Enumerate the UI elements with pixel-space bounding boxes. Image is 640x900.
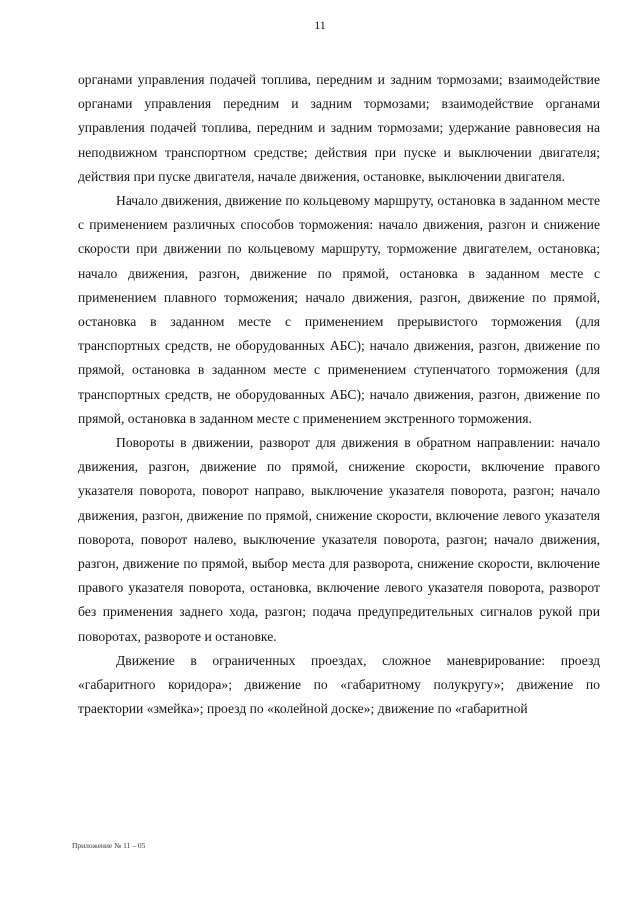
paragraph-controls-interaction: органами управления подачей топлива, передним и задним тормозами; взаимодействие органами управления передним и задним тормозами; взаимодействие органами управления подачей топлива, передним и задним тормозами; удержание равновесия на неподвижном транспортном средстве; действия при пуске и выключении двигателя; действия при пуске двигателя, начале движения, остановке, выключении двигателя. — [78, 72, 600, 184]
paragraph-start-and-braking: Начало движения, движение по кольцевому маршруту, остановка в заданном месте с применением различных способов торможения: начало движения, разгон и снижение скорости при движении по кольцевому маршруту, торможение двигателем, остановка; начало движения, разгон, движение по прямой, остановка в заданном месте с применением плавного торможения; начало движения, разгон, движение по прямой, остановка в заданном месте с применением прерывистого торможения (для транспортных средств, не оборудованных АБС); начало движения, разгон, движение по прямой, остановка в заданном месте с применением ступенчатого торможения (для транспортных средств, не оборудованных АБС); начало движения, разгон, движение по прямой, остановка в заданном месте с применением экстренного торможения. — [78, 193, 600, 426]
page-number: 11 — [314, 18, 326, 32]
paragraph-turns-and-u-turn: Повороты в движении, разворот для движения в обратном направлении: начало движения, разгон, движение по прямой, снижение скорости, включение правого указателя поворота, поворот направо, выключение указателя поворота, разгон; начало движения, разгон, движение по прямой, снижение скорости, включение левого указателя поворота, поворот налево, выключение указателя поворота, разгон; начало движения, разгон, движение по прямой, выбор места для разворота, снижение скорости, включение правого указателя поворота, остановка, включение левого указателя поворота, разворот без применения заднего хода, разгон; подача предупредительных сигналов рукой при поворотах, развороте и остановке. — [78, 435, 600, 644]
body-text — [78, 68, 600, 721]
footer-attachment-note: Приложение № 11 – 05 — [72, 841, 146, 850]
paragraph-limited-passages: Движение в ограниченных проездах, сложное маневрирование: проезд «габаритного коридора»; движение по «габаритному полукругу»; движение по траектории «змейка»; проезд по «колейной доске»; движение по «габаритной — [78, 652, 600, 717]
